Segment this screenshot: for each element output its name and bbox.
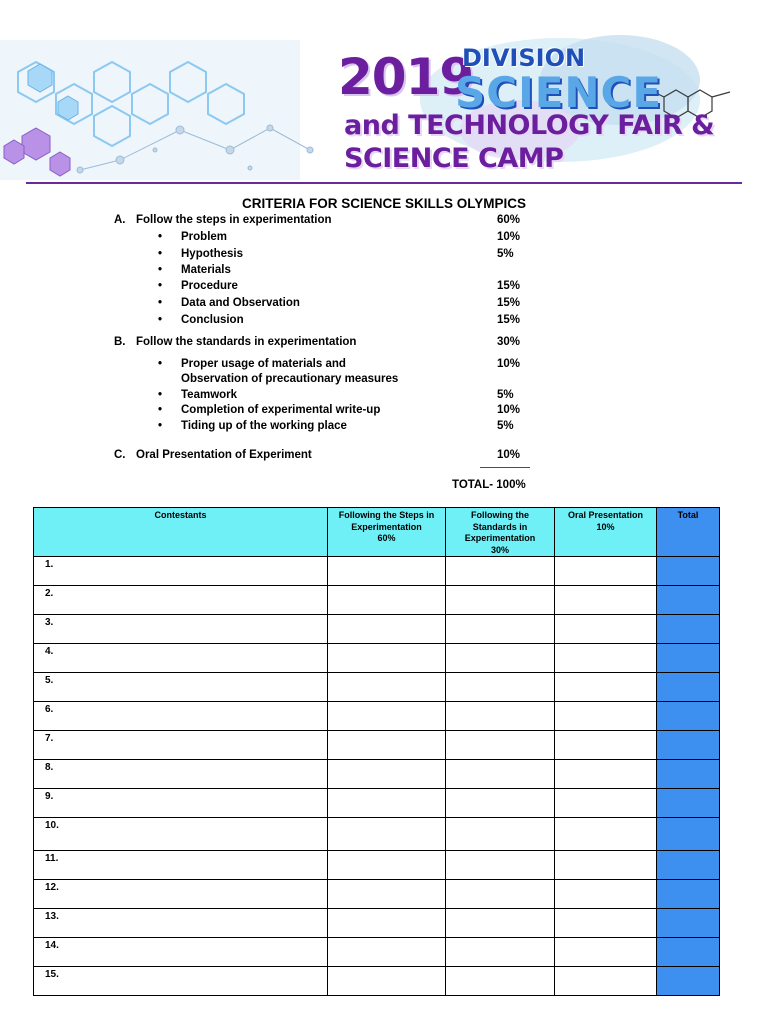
standards-score-cell[interactable] (446, 851, 555, 880)
item-label: Teamwork (181, 389, 238, 401)
contestant-number: 8. (34, 760, 328, 789)
item-percent: 15% (497, 314, 521, 326)
oral-score-cell[interactable] (555, 851, 657, 880)
section-letter: C. (114, 449, 126, 461)
bullet-icon: • (158, 280, 163, 292)
total-score-cell[interactable] (657, 789, 720, 818)
section-letter: A. (114, 214, 126, 226)
table-row (34, 818, 720, 851)
banner-year: 2019 (338, 48, 474, 106)
table-row (34, 557, 720, 586)
bullet-icon: • (158, 314, 163, 326)
standards-score-cell[interactable] (446, 673, 555, 702)
item-label: Data and Observation (181, 297, 300, 309)
standards-score-cell[interactable] (446, 789, 555, 818)
banner-science: SCIENCE (455, 68, 663, 117)
section-letter: B. (114, 336, 126, 348)
steps-score-cell[interactable] (328, 557, 446, 586)
contestant-number: 7. (34, 731, 328, 760)
table-row (34, 586, 720, 615)
section-label: Oral Presentation of Experiment (136, 449, 312, 461)
oral-score-cell[interactable] (555, 702, 657, 731)
header-steps: Following the Steps in Experimentation 60% (328, 508, 446, 557)
steps-score-cell[interactable] (328, 938, 446, 967)
total-score-cell[interactable] (657, 557, 720, 586)
table-row (34, 909, 720, 938)
contestant-number: 6. (34, 702, 328, 731)
oral-score-cell[interactable] (555, 644, 657, 673)
contestant-number: 10. (34, 818, 328, 851)
table-row (34, 615, 720, 644)
oral-score-cell[interactable] (555, 731, 657, 760)
banner-division: DIVISION (462, 44, 586, 72)
steps-score-cell[interactable] (328, 789, 446, 818)
section-label: Follow the standards in experimentation (136, 336, 357, 348)
header-standards: Following the Standards in Experimentation 30% (446, 508, 555, 557)
item-label: Problem (181, 231, 228, 243)
oral-score-cell[interactable] (555, 557, 657, 586)
contestant-number: 9. (34, 789, 328, 818)
section-percent: 60% (497, 214, 521, 226)
oral-score-cell[interactable] (555, 760, 657, 789)
contestant-number: 11. (34, 851, 328, 880)
total-score-cell[interactable] (657, 851, 720, 880)
oral-score-cell[interactable] (555, 673, 657, 702)
oral-score-cell[interactable] (555, 880, 657, 909)
item-label: Tiding up of the working place (181, 420, 347, 432)
table-row (34, 760, 720, 789)
steps-score-cell[interactable] (328, 644, 446, 673)
steps-score-cell[interactable] (328, 673, 446, 702)
banner-technology-fair: and TECHNOLOGY FAIR & (344, 110, 715, 141)
steps-score-cell[interactable] (328, 702, 446, 731)
contestant-number: 3. (34, 615, 328, 644)
contestant-number: 13. (34, 909, 328, 938)
total-score-cell[interactable] (657, 644, 720, 673)
header-divider (26, 182, 742, 184)
steps-score-cell[interactable] (328, 818, 446, 851)
total-score-cell[interactable] (657, 586, 720, 615)
table-row (34, 789, 720, 818)
standards-score-cell[interactable] (446, 615, 555, 644)
oral-score-cell[interactable] (555, 586, 657, 615)
header-banner (0, 0, 768, 186)
bullet-icon: • (158, 420, 163, 432)
section-label: Follow the steps in experimentation (136, 214, 332, 226)
oral-score-cell[interactable] (555, 909, 657, 938)
table-row (34, 938, 720, 967)
item-percent: 10% (497, 358, 521, 370)
item-label: Materials (181, 264, 231, 276)
banner-science-camp: SCIENCE CAMP (344, 143, 564, 174)
contestant-number: 12. (34, 880, 328, 909)
standards-score-cell[interactable] (446, 731, 555, 760)
contestant-number: 14. (34, 938, 328, 967)
section-percent: 30% (497, 336, 521, 348)
bullet-icon: • (158, 264, 163, 276)
total-score-cell[interactable] (657, 702, 720, 731)
steps-score-cell[interactable] (328, 909, 446, 938)
item-percent: 10% (497, 231, 521, 243)
score-table (33, 507, 720, 996)
total-score-cell[interactable] (657, 760, 720, 789)
item-label: Proper usage of materials and (181, 358, 346, 370)
total-underline (480, 467, 530, 468)
item-percent: 5% (497, 420, 514, 432)
oral-score-cell[interactable] (555, 938, 657, 967)
contestant-number: 2. (34, 586, 328, 615)
bullet-icon: • (158, 248, 163, 260)
item-label: Completion of experimental write-up (181, 404, 381, 416)
oral-score-cell[interactable] (555, 818, 657, 851)
table-row (34, 967, 720, 996)
contestant-number: 5. (34, 673, 328, 702)
bullet-icon: • (158, 404, 163, 416)
item-percent: 15% (497, 280, 521, 292)
table-header-row (34, 508, 720, 557)
table-row (34, 731, 720, 760)
standards-score-cell[interactable] (446, 557, 555, 586)
standards-score-cell[interactable] (446, 938, 555, 967)
item-percent: 5% (497, 248, 514, 260)
total-score-cell[interactable] (657, 731, 720, 760)
bullet-icon: • (158, 231, 163, 243)
standards-score-cell[interactable] (446, 644, 555, 673)
total-score-cell[interactable] (657, 938, 720, 967)
total-score-cell[interactable] (657, 909, 720, 938)
item-percent: 10% (497, 404, 521, 416)
contestant-number: 15. (34, 967, 328, 996)
item-percent: 5% (497, 389, 514, 401)
criteria-heading: CRITERIA FOR SCIENCE SKILLS OLYMPICS (241, 196, 527, 211)
table-row (34, 851, 720, 880)
item-label: Observation of precautionary measures (181, 373, 399, 385)
oral-score-cell[interactable] (555, 615, 657, 644)
steps-score-cell[interactable] (328, 731, 446, 760)
total-score-cell[interactable] (657, 880, 720, 909)
section-percent: 10% (497, 449, 521, 461)
bullet-icon: • (158, 389, 163, 401)
steps-score-cell[interactable] (328, 760, 446, 789)
total-score-cell[interactable] (657, 818, 720, 851)
steps-score-cell[interactable] (328, 967, 446, 996)
contestant-number: 4. (34, 644, 328, 673)
oral-score-cell[interactable] (555, 789, 657, 818)
standards-score-cell[interactable] (446, 586, 555, 615)
item-percent: 15% (497, 297, 521, 309)
total-score-cell[interactable] (657, 615, 720, 644)
contestant-number: 1. (34, 557, 328, 586)
total-score-cell[interactable] (657, 967, 720, 996)
table-row (34, 880, 720, 909)
bullet-icon: • (158, 358, 163, 370)
steps-score-cell[interactable] (328, 615, 446, 644)
steps-score-cell[interactable] (328, 851, 446, 880)
total-percent: TOTAL- 100% (452, 479, 526, 491)
standards-score-cell[interactable] (446, 967, 555, 996)
header-total: Total (657, 508, 720, 557)
header-contestants: Contestants (34, 508, 328, 557)
standards-score-cell[interactable] (446, 760, 555, 789)
table-row (34, 673, 720, 702)
standards-score-cell[interactable] (446, 880, 555, 909)
header-oral: Oral Presentation 10% (555, 508, 657, 557)
standards-score-cell[interactable] (446, 702, 555, 731)
oral-score-cell[interactable] (555, 967, 657, 996)
standards-score-cell[interactable] (446, 909, 555, 938)
bullet-icon: • (158, 297, 163, 309)
item-label: Procedure (181, 280, 238, 292)
item-label: Hypothesis (181, 248, 243, 260)
steps-score-cell[interactable] (328, 880, 446, 909)
standards-score-cell[interactable] (446, 818, 555, 851)
total-score-cell[interactable] (657, 673, 720, 702)
table-row (34, 644, 720, 673)
steps-score-cell[interactable] (328, 586, 446, 615)
table-row (34, 702, 720, 731)
item-label: Conclusion (181, 314, 244, 326)
